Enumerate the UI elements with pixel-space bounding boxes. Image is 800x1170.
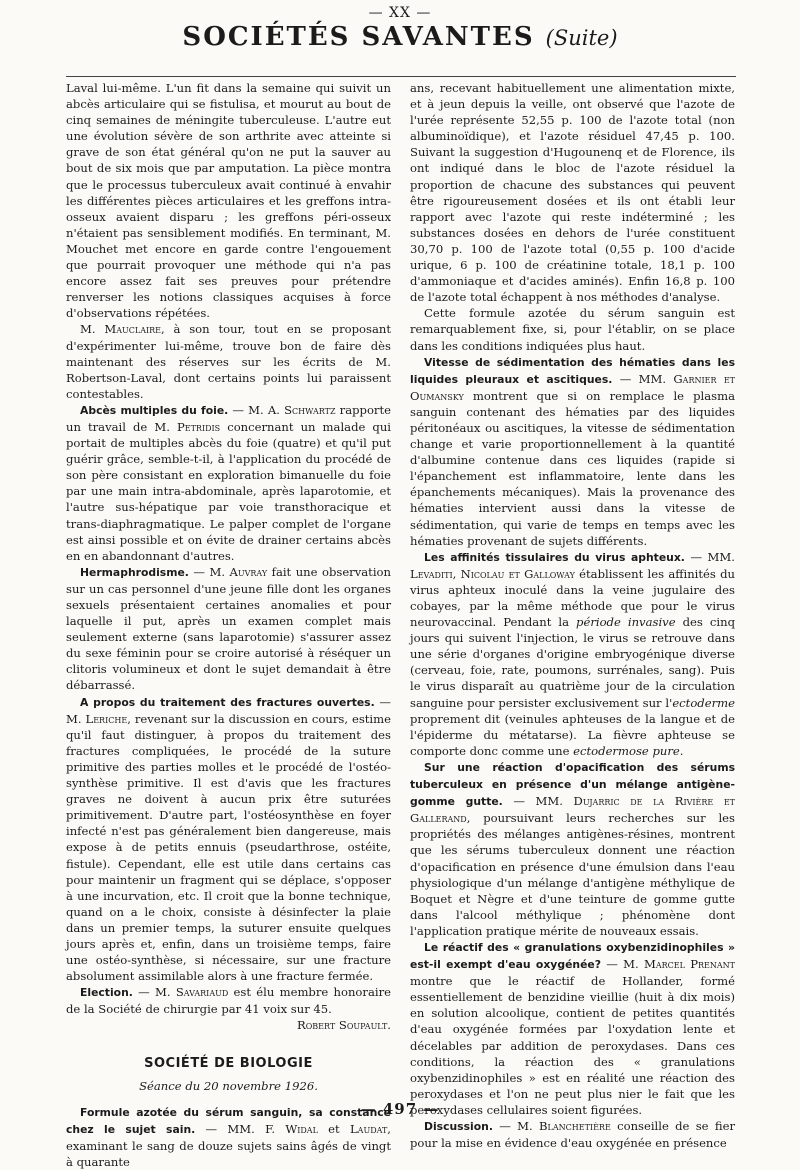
person-name: Dujarric de la Rivière et Gallerand [410, 794, 736, 826]
left-column [66, 80, 391, 1170]
title-suite: (Suite) [545, 26, 618, 50]
paragraph-text: conseille de se fier pour la mise en évidence d'eau oxygénée en présence [410, 1119, 735, 1151]
person-name: Savariaud [175, 985, 229, 1000]
person-name: Levaditi, Nicolau et Galloway [410, 566, 575, 581]
paragraph-heading: Les affinités tissulaires du virus aphteux. [424, 550, 685, 564]
paragraph [66, 694, 391, 985]
italic-term: ectoderme [672, 695, 735, 710]
paragraph-heading: Formule azotée du sérum sanguin, sa constance chez le sujet sain. [66, 1105, 391, 1136]
paragraph: Laval lui-même. L'un fit dans la semaine qui suivit un abcès articulaire qui se fistulisa, et mourut au bout de cinq semaines de méningite tuberculeuse. L'autre eut une évolution sévère de son arthrite avec atteinte si grave de son état général qu'on ne put la sauver au bout de six mois que par amputation. La pièce montra que le processus tuberculeux avait continué à envahir les différentes pièces articulaires et les greffons intra-osseux avaient disparu ; les greffons péri-osseux n'étaient pas sensiblement modifiés. En terminant, M. Mouchet met encore en garde contre l'engouement que pourrait provoquer une méthode qui n'a pas encore assez fait ses preuves pour prétendre renverser les notions classiques acquises à force d'observations répétées. [66, 81, 391, 321]
person-name: M. Mauclaire, [80, 322, 165, 337]
paragraph-heading: Hermaphrodisme. [80, 565, 189, 579]
paragraph-text: — MM. F. [195, 1121, 286, 1136]
paragraph-text: et [317, 1121, 350, 1136]
header-rule [66, 76, 736, 77]
paragraph-text: — MM. [502, 794, 574, 809]
paragraph: ans, recevant habituellement une alimentation mixte, et à jeun depuis la veille, ont observé que l'azote de l'urée représente 52,55 p. 100 de l'azote total (non albuminoïdique), et l'azote résiduel 47,45 p. 100. Suivant la suggestion d'Hugounenq et de Florence, ils ont indiqué dans le bloc de l'azote résiduel la proportion de chacune des substances qui peuvent être rigoureusement dosées et ils ont établi leur rapport avec l'azote qui reste indéterminé ; les substances dosées en dehors de l'urée constituent 30,70 p. 100 de l'azote total (0,55 p. 100 d'acide urique, 6 p. 100 de créatinine totale, 18,1 p. 100 d'ammoniaque et d'acides aminés). Enfin 16,8 p. 100 de l'azote total échappent à nos méthodes d'analyse. [410, 81, 735, 305]
page-roman-number: — XX — [368, 5, 432, 21]
paragraph-text: — M. [188, 564, 230, 579]
person-name: Leriche [85, 711, 128, 726]
paragraph: Cette formule azotée du sérum sanguin est remarquablement fixe, si, pour l'établir, on se place dans les conditions indiquées plus haut. [410, 306, 735, 353]
paragraph [410, 939, 735, 1118]
paragraph-text: montrent que si on remplace le plasma sanguin contenant des hématies par des liquides péritonéaux ou ascitiques, la vitesse de sédimentation change et varie proportionnellement à la quantité d'albumine contenue dans ces liquides (rapide si l'épanchement est inflammatoire, lente dans les épanchements mécaniques). Mais la provenance des hématies intervient aussi dans la vitesse de sédimentation, qui varie de temps en temps avec les hématies provenant de sujets différents. [410, 388, 735, 548]
paragraph-text: concernant un malade qui portait de multiples abcès du foie (quatre) et qu'il put guérir grâce, semble-t-il, à l'application du procédé de son père consistant en exploration bimanuelle du foie par une main intra-abdominale, après laparotomie, et l'autre sus-hépatique par voie transthoracique et trans-diaphragmatique. Le palper complet de l'organe est ainsi possible et on évite de drainer certains abcès en en abandonnant d'autres. [66, 419, 391, 563]
paragraph [410, 354, 735, 549]
signature: Robert Soupault. [296, 1018, 391, 1033]
paragraph [66, 564, 391, 694]
paragraph-heading: Le réactif des « granulations oxybenzidinophiles » est-il exempt d'eau oxygénée? [410, 940, 735, 972]
paragraph-text: établissent les affinités du virus aphteux inoculé dans la veine jugulaire des cobayes, par la même méthode que pour le virus neurovaccinal. Pendant la [410, 566, 735, 630]
paragraph-text: — M. [492, 1119, 540, 1133]
person-name: Petridis [176, 419, 221, 434]
italic-term: ectodermose pure. [573, 743, 684, 758]
paragraph-text: , examinant le sang de douze sujets sains âgés de vingt à quarante [66, 1121, 391, 1169]
paragraph-text: fait une observation sur un cas personnel d'une jeune fille dont les organes sexuels présentaient certaines anomalies et pour laquelle il put, après un examen complet mais seulement externe (sans laparotomie) s'assurer assez du sexe féminin pour se croire autorisé à réséquer un clitoris volumineux et dont le sujet demandait à être débarrassé. [66, 564, 391, 693]
person-name: Blanchetière [539, 1119, 611, 1133]
person-name: Garnier et Oumansky [410, 371, 736, 403]
page-number: — 497 — [360, 1100, 440, 1118]
title-main: SOCIÉTÉS SAVANTES [182, 22, 535, 52]
paragraph [410, 759, 735, 939]
paragraph [66, 402, 391, 564]
paragraph-text: — M. [66, 694, 392, 726]
page-title [0, 22, 800, 52]
paragraph-heading: Abcès multiples du foie. [80, 403, 229, 417]
paragraph-text: , revenant sur la discussion en cours, estime qu'il faut distinguer, à propos du traitement des fractures compliquées, le procédé de la suture primitive des parties molles et le procédé de l'ostéo-synthèse primitive. Il est d'avis que les fractures graves ne doivent à aucun prix être suturées primitivement. D'autre part, l'ostéosynthèse en foyer infecté n'est pas généralement bien dangereuse, mais expose à de petits ennuis (pseudarthrose, ostéite, fistule). Cependant, elle est utile dans certains cas pour maintenir un fragment qui se déplace, s'opposer à une incurvation, etc. Il croit que la bonne technique, quand on a le choix, consiste à désinfecter la plaie dans un premier temps, la suturer ensuite quelques jours après et, enfin, dans un troisième temps, faire une ostéo-synthèse, si nécessaire, sur une fracture absolument assimilable alors à une fracture fermée. [66, 711, 391, 984]
paragraph-text: à son tour, tout en se proposant d'expérimenter lui-même, trouve bon de faire dès maintenant des réserves sur les écrits de M. Robertson-Laval, dont certains points lui paraissent contestables. [66, 322, 391, 401]
section-title: SOCIÉTÉ DE BIOLOGIE [144, 1055, 313, 1071]
person-name: Laudat [349, 1121, 388, 1136]
paragraph-heading: Vitesse de sédimentation des hématies dans les liquides pleuraux et ascitiques. [410, 355, 735, 386]
paragraph-text: des cinq jours qui suivent l'injection, le virus se retrouve dans une série d'organes d'origine embryogénique diverse (cerveau, foie, rate, poumons, surrénales, sang). Puis le virus disparaît au quatrième jour de la circulation sanguine pour persister exclusivement sur l' [410, 615, 735, 710]
section-date: Séance du 20 novembre 1926. [139, 1078, 318, 1093]
paragraph-text: montre que le réactif de Hollander, formé essentiellement de benzidine vieillie (huit à dix mois) en solution alcoolique, contient de petites quantités d'eau oxygénée formées par l'oxydation lente et décelables par addition de peroxydases. Dans ces conditions, la réaction des « granulations oxybenzidinophiles » est en réalité une réaction des peroxydases et l'on ne peut plus nier le fait que les peroxydases cellulaires soient figurées. [410, 974, 735, 1117]
paragraph-heading: Election. [80, 986, 133, 1000]
person-name: Auvray [229, 564, 268, 579]
paragraph-text: proprement dit (veinules aphteuses de la langue et de l'épiderme du métatarse). La fièvre aphteuse se comporte donc comme une [410, 711, 735, 758]
paragraph-text: , poursuivant leurs recherches sur les propriétés des mélanges antigènes-résines, montrent que les sérums tuberculeux donnent une réaction d'opacification en présence d'une émulsion dans l'eau physiologique d'un mélange d'antigène méthylique de Boquet et Nègre et d'une teinture de gomme gutte dans l'alcool méthylique ; phénomène dont l'application pratique mérite de nouveaux essais. [410, 811, 735, 938]
paragraph-heading: Discussion. [424, 1120, 493, 1133]
paragraph-text: rapporte un travail de M. [66, 402, 391, 434]
italic-term: période invasive [576, 615, 676, 630]
person-name: Widal [285, 1121, 318, 1136]
paragraph-heading: A propos du traitement des fractures ouvertes. [80, 695, 375, 709]
paragraph-text: — M. [601, 957, 644, 972]
paragraph-text: est élu membre honoraire de la Société de chirurgie par 41 voix sur 45. [66, 985, 391, 1017]
paragraph-text: — M. A. [228, 402, 285, 417]
paragraph [66, 321, 391, 401]
paragraph-text: — MM. [612, 371, 674, 386]
paragraph-text: — MM. [684, 549, 735, 564]
paragraph [410, 549, 735, 759]
right-column [410, 80, 735, 1151]
person-name: Schwartz [284, 402, 336, 417]
paragraph-heading: Sur une réaction d'opacification des sérums tuberculeux en présence d'un mélange antigène-gomme gutte. [410, 760, 735, 809]
paragraph [410, 1118, 735, 1151]
paragraph [66, 984, 391, 1017]
person-name: Marcel Prenant [643, 957, 735, 972]
paragraph-text: — M. [132, 985, 176, 1000]
